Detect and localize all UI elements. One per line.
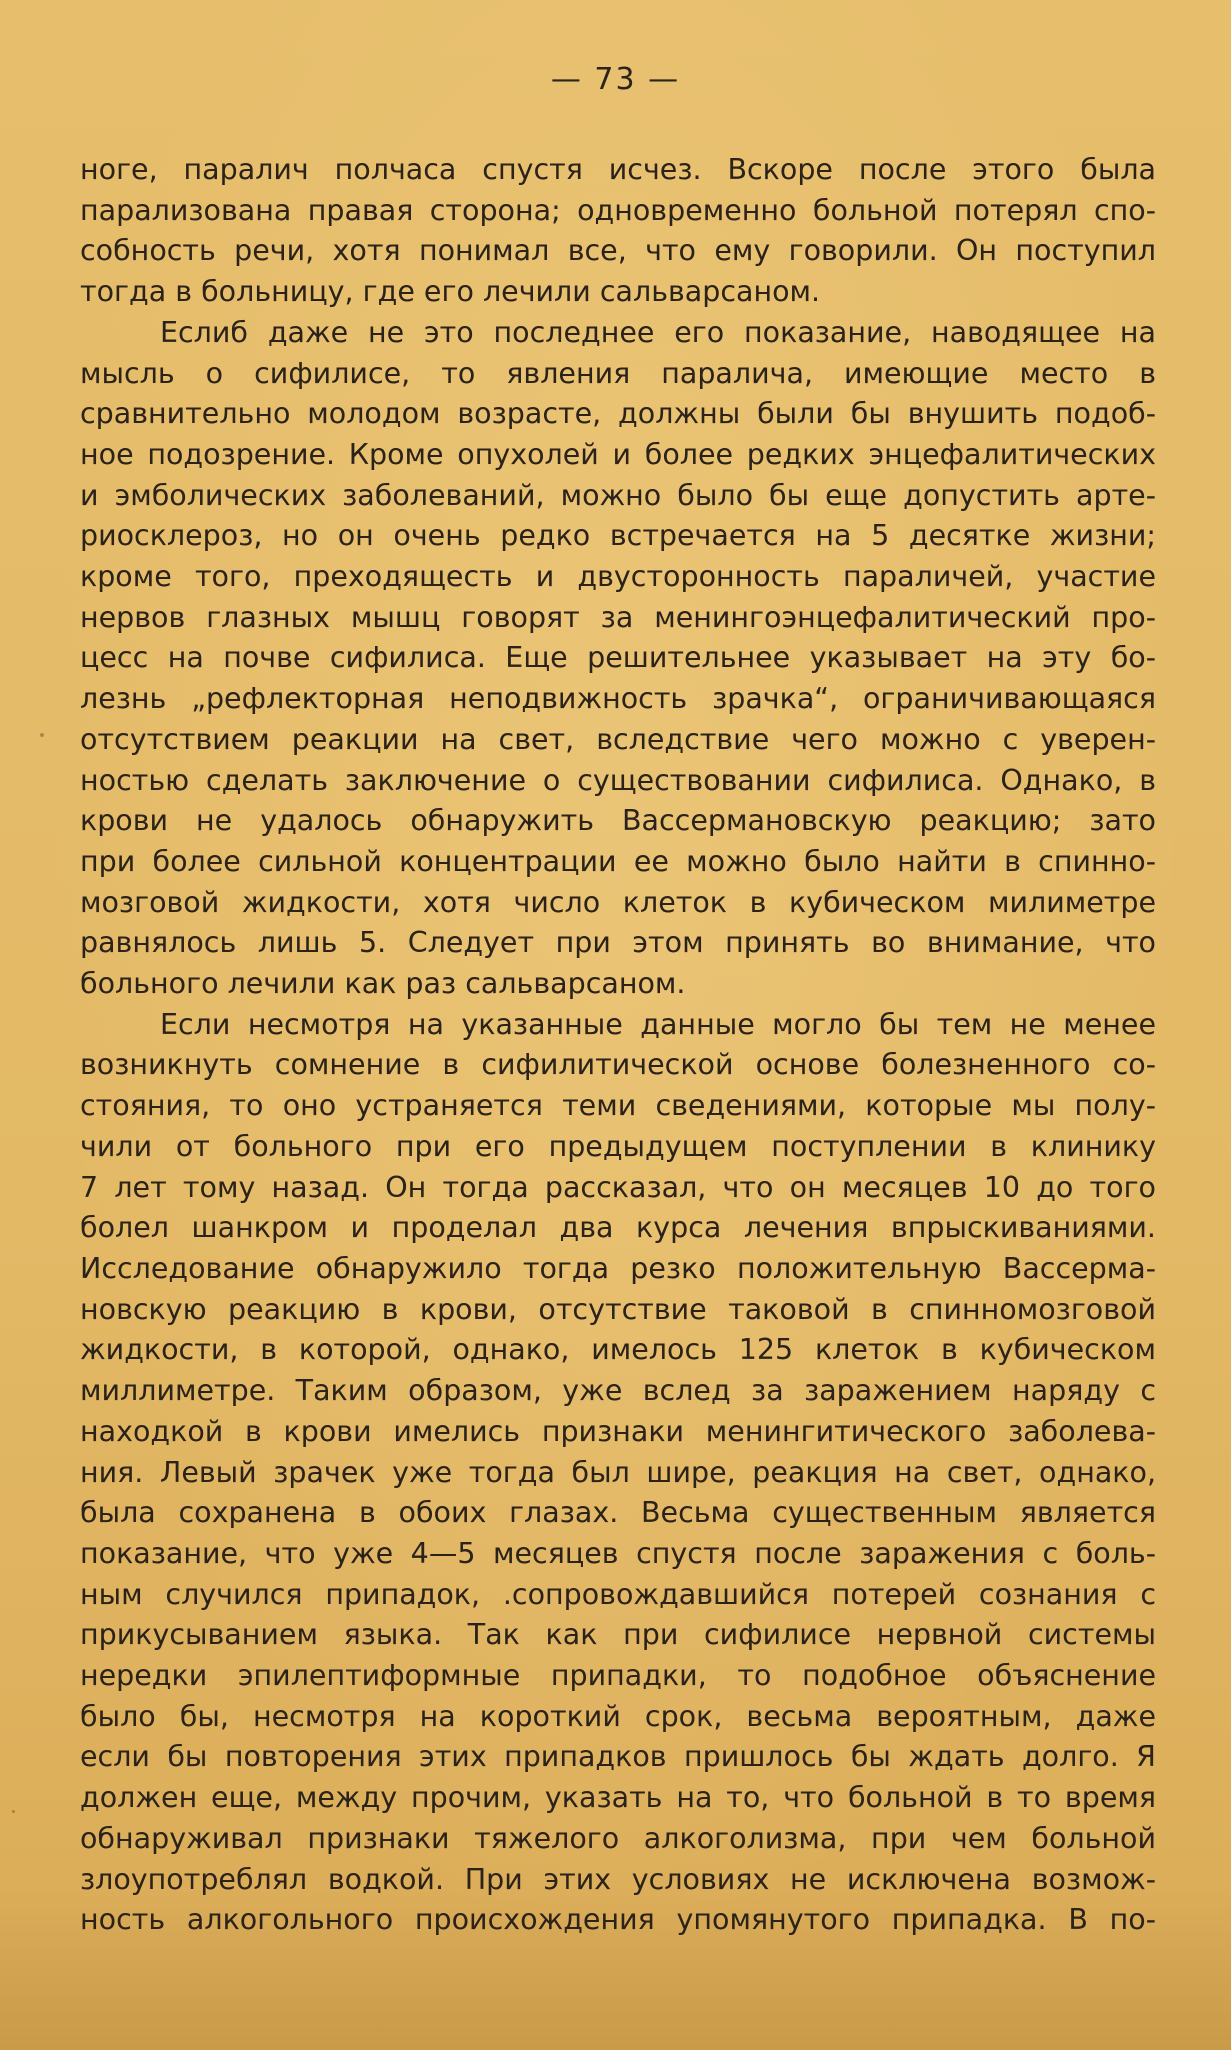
text-line: лезнь „рефлекторная неподвижность зрачка“, ограничивающаяся: [80, 682, 1156, 716]
text-line: стояния, то оно устраняется теми сведениями, которые мы полу-: [80, 1089, 1156, 1123]
text-line: чили от больного при его предыдущем поступлении в клинику: [80, 1129, 1156, 1163]
text-line: 7 лет тому назад. Он тогда рассказал, что он месяцев 10 до того: [80, 1170, 1156, 1204]
text-line: нередки эпилептиформные припадки, то подобное объяснение: [80, 1659, 1156, 1693]
paper-speck: [12, 1810, 15, 1813]
text-line: миллиметре. Таким образом, уже вслед за заражением наряду с: [80, 1374, 1156, 1408]
text-line: сравнительно молодом возрасте, должны были бы внушить подоб-: [80, 397, 1156, 431]
text-line: равнялось лишь 5. Следует при этом принять во внимание, что: [80, 926, 1156, 960]
paper-speck: [40, 733, 44, 737]
text-line: ноге, паралич полчаса спустя исчез. Вскоре после этого была: [80, 153, 1156, 186]
text-line: жидкости, в которой, однако, имелось 125 клеток в кубическом: [80, 1333, 1156, 1367]
text-line: парализована правая сторона; одновременно больной потерял спо-: [80, 193, 1156, 227]
text-line: Еслиб даже не это последнее его показание, наводящее на: [160, 315, 1156, 349]
text-line: болел шанкром и проделал два курса лечения впрыскиваниями.: [80, 1211, 1156, 1245]
text-line: Если несмотря на указанные данные могло бы тем не менее: [160, 1007, 1156, 1041]
text-line: при более сильной концентрации ее можно было найти в спинно-: [80, 844, 1156, 878]
text-line: крови не удалось обнаружить Вассермановскую реакцию; зато: [80, 804, 1156, 838]
text-line: больного лечили как раз сальварсаном.: [80, 967, 686, 1001]
text-line: отсутствием реакции на свет, вследствие чего можно с уверен-: [80, 722, 1156, 756]
text-line: ное подозрение. Кроме опухолей и более редких энцефалитических: [80, 437, 1156, 471]
page-number: — 73 —: [550, 62, 681, 97]
text-line: обнаруживал признаки тяжелого алкоголизма, при чем больной: [80, 1821, 1156, 1855]
text-line: прикусыванием языка. Так как при сифилисе нервной системы: [80, 1618, 1156, 1652]
text-line: и эмболических заболеваний, можно было бы еще допустить арте-: [80, 478, 1156, 512]
text-line: кроме того, преходящесть и двусторонность параличей, участие: [80, 560, 1156, 594]
text-line: была сохранена в обоих глазах. Весьма существенным является: [80, 1496, 1156, 1530]
text-line: ность алкогольного происхождения упомянутого припадка. В по-: [80, 1903, 1156, 1937]
text-line: мозговой жидкости, хотя число клеток в кубическом милиметре: [80, 885, 1156, 919]
text-line: злоупотреблял водкой. При этих условиях не исключена возмож-: [80, 1862, 1156, 1896]
text-line: если бы повторения этих припадков пришлось бы ждать долго. Я: [80, 1740, 1156, 1774]
text-line: риосклероз, но он очень редко встречается на 5 десятке жизни;: [80, 519, 1156, 553]
text-line: ным случился припадок, .сопровождавшийся потерей сознания с: [80, 1577, 1156, 1611]
body-text: [80, 150, 1156, 1941]
text-line: возникнуть сомнение в сифилитической основе болезненного со-: [80, 1048, 1156, 1082]
text-line: цесс на почве сифилиса. Еще решительнее указывает на эту бо-: [80, 641, 1156, 675]
text-line: ностью сделать заключение о существовании сифилиса. Однако, в: [80, 763, 1156, 797]
text-line: ния. Левый зрачек уже тогда был шире, реакция на свет, однако,: [80, 1455, 1156, 1489]
text-line: показание, что уже 4—5 месяцев спустя после заражения с боль-: [80, 1536, 1156, 1570]
text-line: Исследование обнаружило тогда резко положительную Вассерма-: [80, 1251, 1156, 1285]
text-line: нервов глазных мышц говорят за менингоэнцефалитический про-: [80, 600, 1156, 634]
text-line: новскую реакцию в крови, отсутствие таковой в спинномозговой: [80, 1292, 1156, 1326]
text-line: мысль о сифилисе, то явления паралича, имеющие место в: [80, 356, 1156, 390]
text-line: должен еще, между прочим, указать на то, что больной в то время: [80, 1781, 1156, 1815]
text-line: тогда в больницу, где его лечили сальварсаном.: [80, 275, 821, 309]
text-line: находкой в крови имелись признаки менингитического заболева-: [80, 1414, 1156, 1448]
text-line: было бы, несмотря на короткий срок, весьма вероятным, даже: [80, 1699, 1156, 1733]
text-line: собность речи, хотя понимал все, что ему говорили. Он поступил: [80, 234, 1156, 268]
